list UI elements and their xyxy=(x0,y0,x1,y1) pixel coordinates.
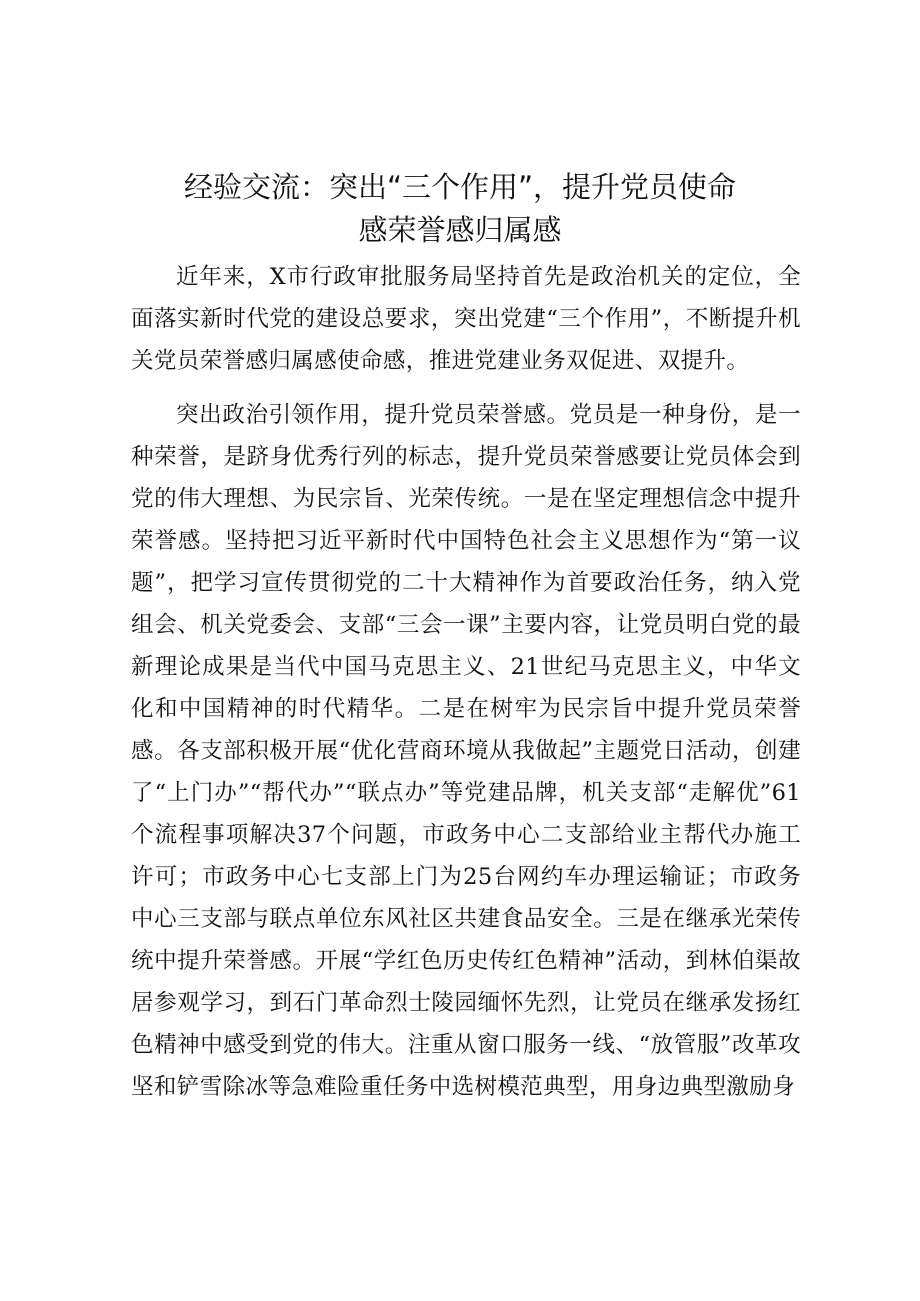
paragraph-intro: 近年来，X市行政审批服务局坚持首先是政治机关的定位，全面落实新时代党的建设总要求，突出党建“三个作用”，不断提升机关党员荣誉感归属感使命感，推进党建业务双促进、双提升。 xyxy=(131,264,801,374)
paragraph-political-leadership: 突出政治引领作用，提升党员荣誉感。党员是一种身份，是一种荣誉，是跻身优秀行列的标志，提升党员荣誉感要让党员体会到党的伟大理想、为民宗旨、光荣传统。一是在坚定理想信念中提升荣誉感。坚持把习近平新时代中国特色社会主义思想作为“第一议题”，把学习宣传贯彻党的二十大精神作为首要政治任务，纳入党组会、机关党委会、支部“三会一课”主要内容，让党员明白党的最新理论成果是当代中国马克思主义、21世纪马克思主义，中华文化和中国精神的时代精华。二是在树牢为民宗旨中提升党员荣誉感。各支部积极开展“优化营商环境从我做起”主题党日活动，创建了“上门办”“帮代办”“联点办”等党建品牌，机关支部“走解优”61个流程事项解决37个问题，市政务中心二支部给业主帮代办施工许可；市政务中心七支部上门为25台网约车办理运输证；市政务中心三支部与联点单位东风社区共建食品安全。三是在继承光荣传统中提升荣誉感。开展“学红色历史传红色精神”活动，到林伯渠故居参观学习，到石门革命烈士陵园缅怀先烈，让党员在继承发扬红色精神中感受到党的伟大。注重从窗口服务一线、“放管服”改革攻坚和铲雪除冰等急难险重任务中选树模范典型，用身边典型激励身 xyxy=(131,402,801,1100)
document-title xyxy=(130,166,790,252)
title-line-2: 感荣誉感归属感 xyxy=(358,213,562,247)
document-body xyxy=(131,256,801,1108)
title-line-1: 经验交流：突出“三个作用”，提升党员使命 xyxy=(183,170,737,204)
